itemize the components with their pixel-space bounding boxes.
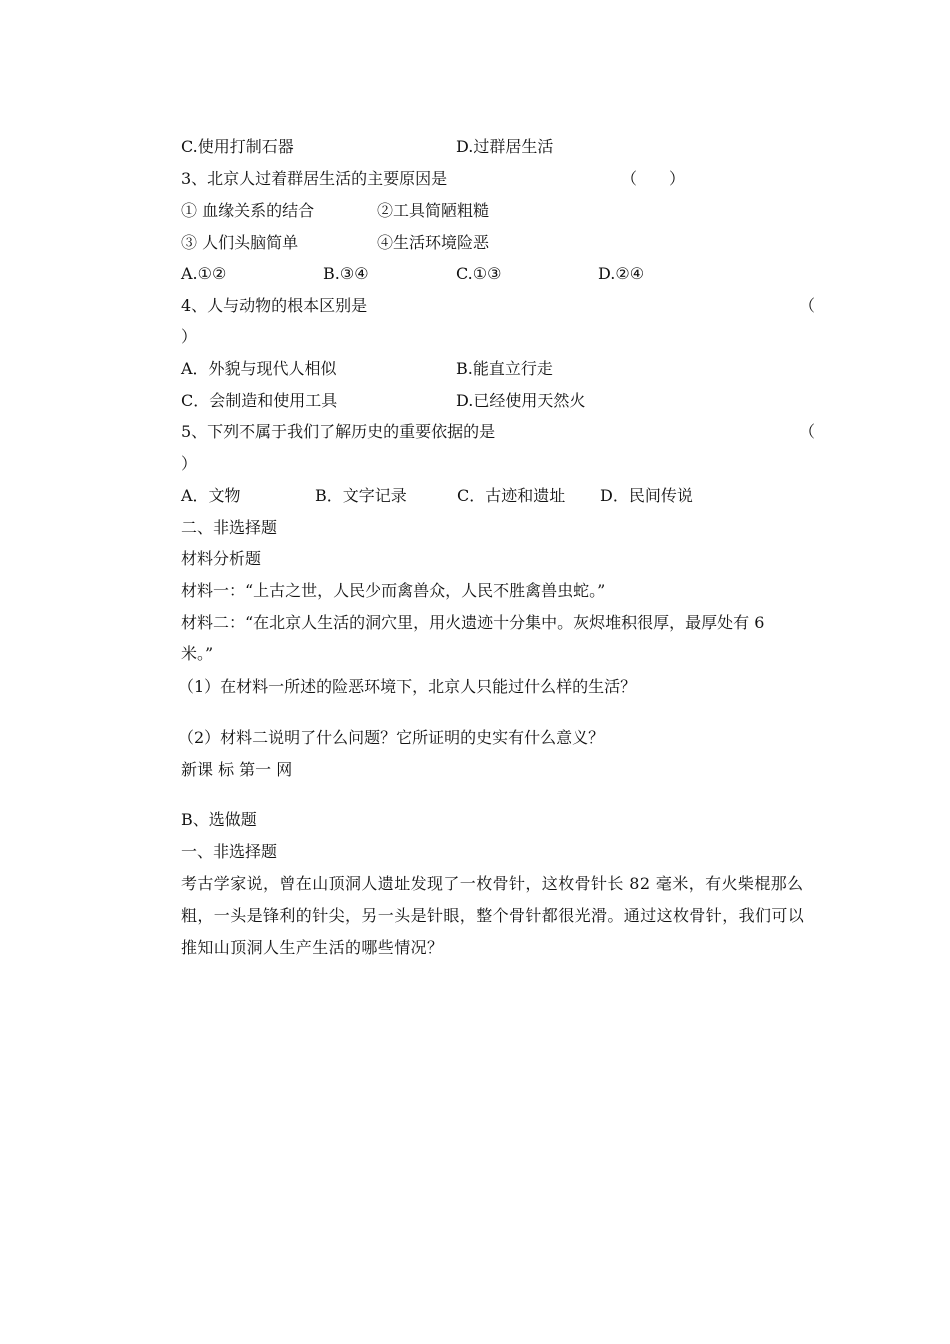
q3-item-4: ④生活环境险恶 (377, 233, 490, 252)
q5-option-d: D．民间传说 (600, 486, 693, 505)
analysis-question-1: （1）在材料一所述的险恶环境下，北京人只能过什么样的生活？ (178, 677, 637, 696)
q5-blank-close: ） (181, 454, 198, 473)
material-1: 材料一：“上古之世，人民少而禽兽众，人民不胜禽兽虫蛇。” (181, 581, 606, 600)
q5-stem: 5、下列不属于我们了解历史的重要依据的是 (181, 422, 496, 441)
q3-item-2: ②工具简陋粗糙 (377, 201, 490, 220)
q4-blank-open: （ (799, 296, 816, 315)
q3-option-c: C.①③ (456, 264, 502, 283)
q5-blank-open: （ (799, 422, 816, 441)
section-b-heading: B、选做题 (181, 810, 257, 829)
q3-stem-row (181, 168, 817, 190)
section-b-question-paragraph: 考古学家说，曾在山顶洞人遗址发现了一枚骨针，这枚骨针长 82 毫米，有火柴棍那么粗，一头是锋利的针尖，另一头是针眼，整个骨针都很光滑。通过这枚骨针，我们可以推知山顶洞人生产生活的哪些情况？ (181, 874, 805, 957)
q3-option-a: A.①② (181, 264, 227, 283)
q5-option-c: C．古迹和遗址 (457, 486, 566, 505)
q3-option-d: D.②④ (598, 264, 645, 283)
q3-item-1: ① 血缘关系的结合 (181, 201, 315, 220)
q5-stem-row (181, 421, 817, 443)
q2-option-c: C.使用打制石器 (181, 137, 294, 156)
watermark-text: 新课 标 第一 网 (181, 760, 293, 779)
q4-stem: 4、人与动物的根本区别是 (181, 296, 368, 315)
q4-option-b: B.能直立行走 (456, 359, 553, 378)
q2-option-d: D.过群居生活 (456, 137, 554, 156)
section-b-subheading: 一、非选择题 (181, 842, 278, 861)
q4-option-a: A．外貌与现代人相似 (181, 359, 337, 378)
q3-answer-blank: （ ） (621, 169, 686, 188)
material-2-line-1: 材料二：“在北京人生活的洞穴里，用火遗迹十分集中。灰烬堆积很厚，最厚处有 6 (181, 613, 765, 632)
material-2-line-2: 米。” (181, 644, 214, 663)
q4-option-c: C．会制造和使用工具 (181, 391, 338, 410)
q4-option-d: D.已经使用天然火 (456, 391, 586, 410)
q5-option-a: A．文物 (181, 486, 241, 505)
q5-option-b: B．文字记录 (315, 486, 407, 505)
analysis-question-2: （2）材料二说明了什么问题？它所证明的史实有什么意义？ (178, 728, 605, 747)
q3-option-b: B.③④ (323, 264, 369, 283)
q4-stem-row (181, 295, 817, 317)
q3-item-3: ③ 人们头脑简单 (181, 233, 299, 252)
section2-subheading: 材料分析题 (181, 549, 262, 568)
q3-stem: 3、北京人过着群居生活的主要原因是 (181, 169, 448, 188)
section2-heading: 二、非选择题 (181, 518, 278, 537)
q4-blank-close: ） (181, 327, 198, 346)
